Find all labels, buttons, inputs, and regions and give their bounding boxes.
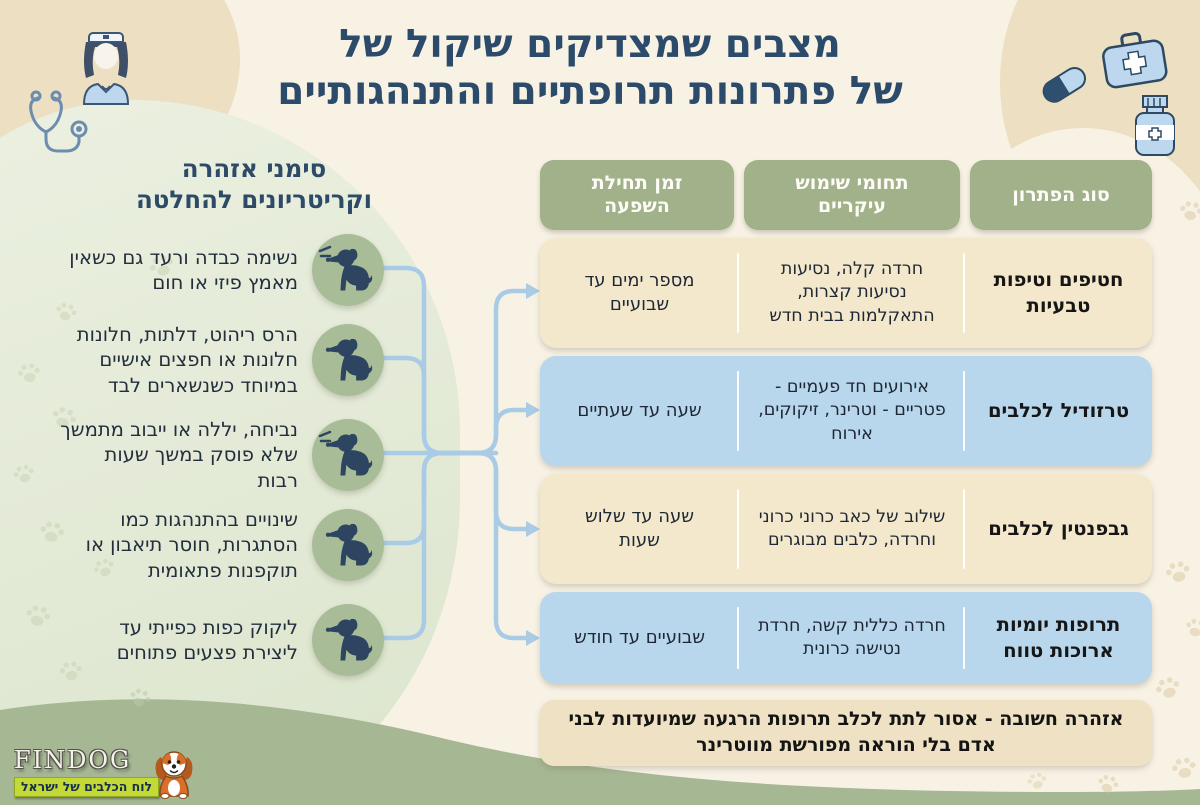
sitting-dog-icon [312,604,384,676]
cell-onset-time: שעה עד שלוש שעות [540,474,739,584]
warning-sign-text: הרס ריהוט, דלתות, חלונות חלונות או חפצים אישיים במיוחד כשנשארים לבד [76,322,298,397]
warning-sign-text: ליקוק כפות כפייתי עד ליצירת פצעים פתוחים [116,615,298,664]
paw-print-icon [1161,555,1194,588]
warning-signs-heading [104,154,404,215]
cell-solution-type: תרופות יומיות ארוכות טווח [996,613,1121,662]
page-title-line1: מצבים שמצדיקים שיקול של [339,22,841,67]
paw-print-icon [1024,768,1050,794]
header-onset-time: זמן תחילת השפעה [540,160,734,230]
logo-brand-text: FINDOG [14,746,132,774]
solutions-table [540,160,1152,684]
page-title-line2: של פתרונות תרופתיים והתנהגותיים [277,68,903,114]
warning-note: אזהרה חשובה - אסור לתת לכלב תרופות הרגעה שמיועדות לבני אדם בלי הוראה מפורשת מווטרינר [540,700,1152,766]
cell-usage-areas: אירועים חד פעמיים - פטריים - וטרינר, זיקוקים, אירוח [739,356,965,466]
warning-sign-item [36,595,384,685]
warning-sign-text: שינויים בהתנהגות כמו הסתגרות, חוסר תיאבון או תוקפנות פתאומית [85,507,298,582]
header-usage-areas: תחומי שימוש עיקריים [744,160,960,230]
warning-sign-item [36,225,384,315]
warning-sign-item [36,315,384,405]
sitting-dog-icon [312,234,384,306]
paw-print-icon [1176,196,1200,226]
warning-sign-item [36,410,384,500]
logo-tagline: לוח הכלבים של ישראל [14,777,159,797]
table-row [540,356,1152,466]
paw-print-icon [1168,752,1200,784]
stethoscope-icon [22,90,96,158]
cell-onset-time: שעה עד שעתיים [540,356,739,466]
table-header-row [540,160,1152,230]
header-solution-type: סוג הפתרון [970,160,1152,230]
cell-usage-areas: שילוב של כאב כרוני כרוני וחרדה, כלבים מבוגרים [739,474,965,584]
cell-usage-areas: חרדה קלה, נסיעות נסיעות קצרות, התאקלמות בבית חדש [739,238,965,348]
page-title [270,22,910,116]
cell-solution-type: חטיפים וטיפות טבעיות [993,268,1124,317]
sitting-dog-icon [312,509,384,581]
medicine-bottle-icon [1128,94,1182,158]
cell-solution-type: טרזודיל לכלבים [987,399,1130,423]
table-row [540,592,1152,684]
cell-usage-areas: חרדה כללית קשה, חרדת נטישה כרונית [739,592,965,684]
cell-onset-time: מספר ימים עד שבועיים [540,238,739,348]
arrowhead-icons [526,283,540,646]
first-aid-kit-icon [1094,23,1175,95]
paw-print-icon [1181,613,1200,642]
table-row [540,474,1152,584]
cell-solution-type: גבפנטין לכלבים [988,517,1129,541]
sitting-dog-icon [312,324,384,396]
findog-logo [14,746,204,797]
flow-connector [382,248,542,658]
warning-signs-heading-line1: סימני אזהרה [181,154,327,183]
puppy-mascot-icon [152,748,196,800]
warning-sign-item [36,500,384,590]
warning-sign-text: נשימה כבדה ורעד גם כשאין מאמץ פיזי או חום [69,245,298,294]
warning-sign-text: נביחה, יללה או ייבוב מתמשך שלא פוסק במשך שעות רבות [60,417,298,492]
table-row [540,238,1152,348]
warning-signs-heading-line2: וקריטריונים להחלטה [135,184,373,214]
cell-onset-time: שבועיים עד חודש [540,592,739,684]
sitting-dog-icon [312,419,384,491]
